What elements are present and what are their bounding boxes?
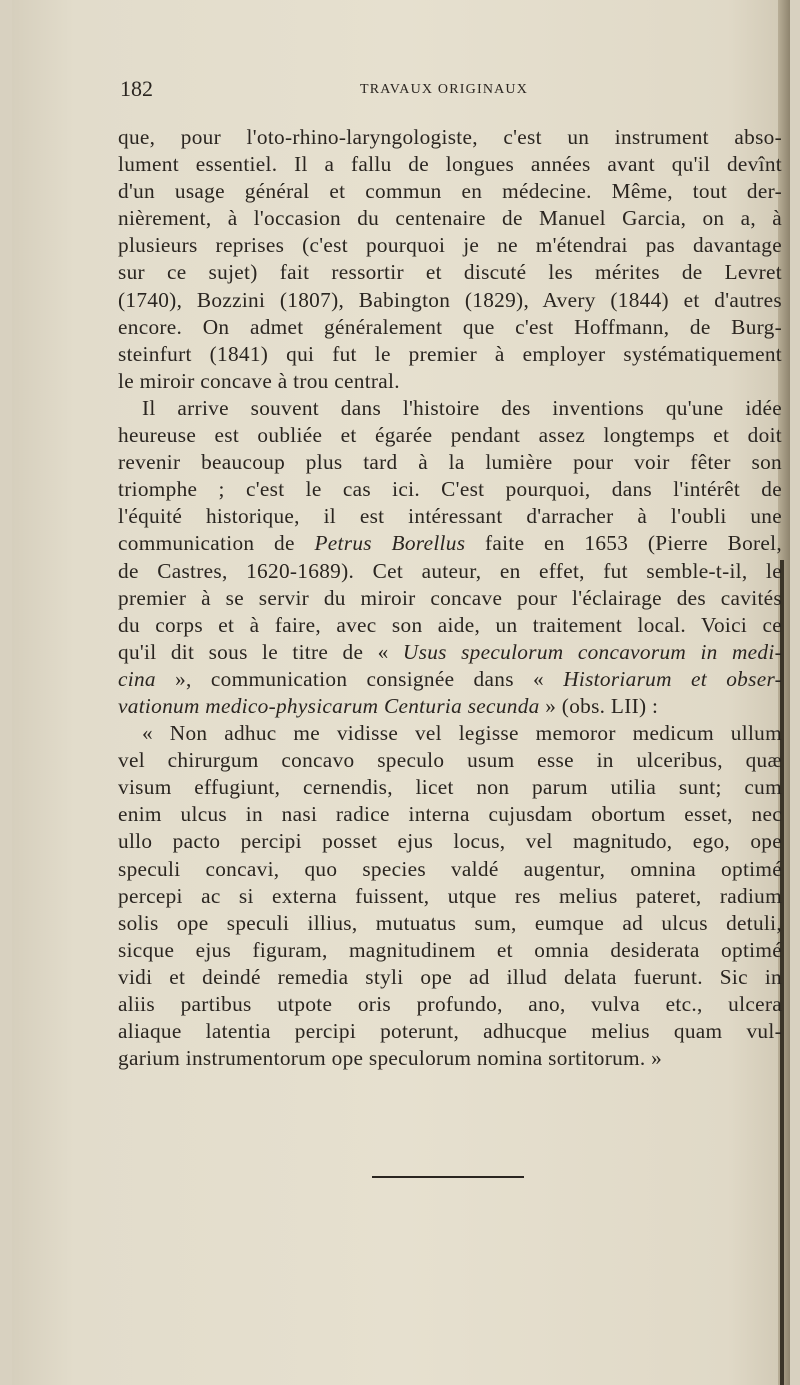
- body-text: [118, 124, 782, 1072]
- italic-name: Petrus Borellus: [314, 531, 466, 556]
- text-line: [118, 693, 782, 720]
- text-segment: communication de: [118, 531, 295, 556]
- text-line: sicque ejus figuram, magnitudinem et omnia desiderata optimé: [118, 937, 782, 962]
- text-line: (1740), Bozzini (1807), Babington (1829), Avery (1844) et d'autres: [118, 287, 782, 312]
- page-number: 182: [120, 76, 153, 101]
- end-rule: [372, 1176, 524, 1178]
- text-line: [118, 666, 782, 693]
- text-line: premier à se servir du miroir concave pour l'éclairage des cavités: [118, 585, 782, 610]
- text-line: l'équité historique, il est intéressant d'arracher à l'oubli une: [118, 504, 782, 529]
- text-line: heureuse est oubliée et égarée pendant assez longtemps et doit: [118, 423, 782, 448]
- text-line: vel chirurgum concavo speculo usum esse in ulceribus, quæ: [118, 748, 782, 773]
- text-line: du corps et à faire, avec son aide, un traitement local. Voici ce: [118, 612, 782, 637]
- text-line: « Non adhuc me vidisse vel legisse memoror medicum ullum: [142, 721, 782, 746]
- text-line: le miroir concave à trou central.: [118, 368, 400, 393]
- text-line: lument essentiel. Il a fallu de longues années avant qu'il devînt: [118, 152, 782, 177]
- text-line: [118, 530, 782, 557]
- text-line: speculi concavi, quo species valdé augentur, omnina optimé: [118, 856, 782, 881]
- italic-title: cina: [118, 666, 156, 691]
- text-segment: » (obs. LII) :: [545, 693, 659, 718]
- italic-title: Usus speculorum concavorum in medi-: [402, 639, 782, 664]
- text-line: vidi et deindé remedia styli ope ad illud delata fuerunt. Sic in: [118, 964, 782, 989]
- text-line: ullo pacto percipi posset ejus locus, vel magnitudo, ego, ope: [118, 829, 782, 854]
- text-line: garium instrumentorum ope speculorum nomina sortitorum. »: [118, 1046, 663, 1071]
- text-segment: », communication consignée dans «: [175, 666, 544, 691]
- text-line: plusieurs reprises (c'est pourquoi je ne m'étendrai pas davantage: [118, 233, 782, 258]
- text-line: [118, 639, 782, 666]
- text-line: sur ce sujet) fait ressortir et discuté les mérites de Levret: [118, 260, 782, 285]
- text-line: triomphe ; c'est le cas ici. C'est pourquoi, dans l'intérêt de: [118, 477, 782, 502]
- text-line: que, pour l'oto-rhino-laryngologiste, c'est un instrument abso-: [118, 125, 782, 149]
- text-line: steinfurt (1841) qui fut le premier à employer systématiquement: [118, 341, 782, 366]
- italic-title: vationum medico-physicarum Centuria secunda: [118, 693, 540, 718]
- text-line: nièrement, à l'occasion du centenaire de Manuel Garcia, on a, à: [118, 206, 782, 231]
- text-line: solis ope speculi illius, mutuatus sum, eumque ad ulcus detuli,: [118, 910, 782, 935]
- text-line: encore. On admet généralement que c'est Hoffmann, de Burg-: [118, 314, 782, 339]
- text-line: percepi ac si externa fuissent, utque res melius pateret, radium: [118, 883, 782, 908]
- italic-title: Historiarum et obser-: [563, 666, 782, 691]
- text-line: de Castres, 1620-1689). Cet auteur, en effet, fut semble-t-il, le: [118, 558, 782, 583]
- text-segment: qu'il dit sous le titre de «: [118, 639, 389, 664]
- text-line: d'un usage général et commun en médecine. Même, tout der-: [118, 179, 782, 204]
- text-line: aliis partibus utpote oris profundo, ano, vulva etc., ulcera: [118, 992, 782, 1016]
- text-line: revenir beaucoup plus tard à la lumière pour voir fêter son: [118, 450, 782, 475]
- text-segment: faite en 1653 (Pierre Borel,: [485, 531, 783, 556]
- text-line: Il arrive souvent dans l'histoire des inventions qu'une idée: [142, 395, 782, 420]
- running-title: TRAVAUX ORIGINAUX: [360, 82, 529, 97]
- text-line: aliaque latentia percipi poterunt, adhucque melius quam vul-: [118, 1019, 782, 1044]
- text-line: visum effugiunt, cernendis, licet non parum utilia sunt; cum: [118, 775, 782, 800]
- text-line: enim ulcus in nasi radice interna cujusdam obortum esset, nec: [118, 802, 782, 827]
